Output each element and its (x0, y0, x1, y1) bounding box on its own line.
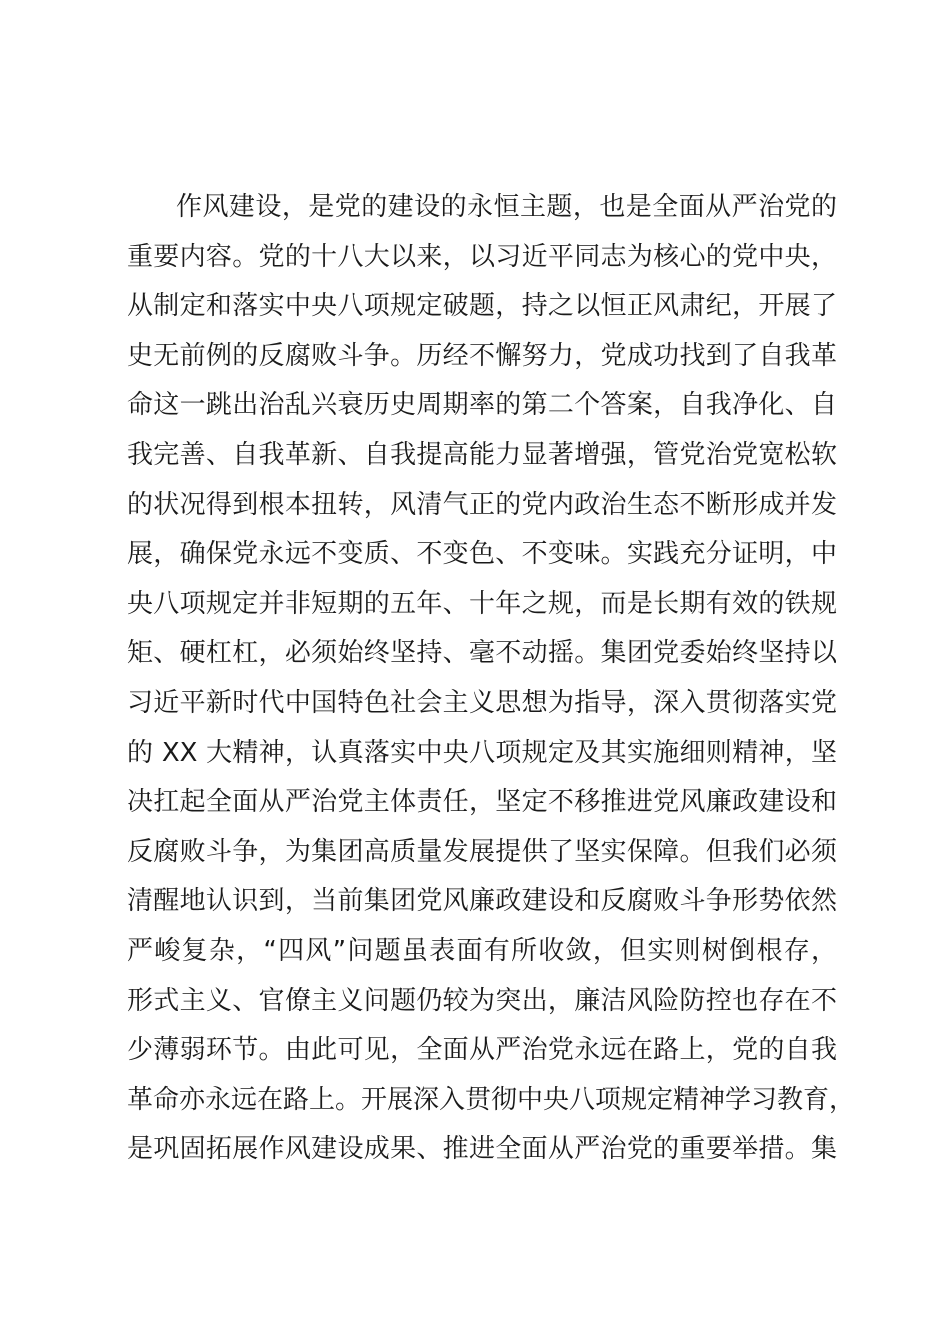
paragraph-line: 严峻复杂，“四风”问题虽表面有所收敛，但实则树倒根存， (127, 935, 837, 966)
paragraph-line: 矩、硬杠杠，必须始终坚持、毫不动摇。集团党委始终坚持以 (127, 638, 837, 669)
paragraph-line: 我完善、自我革新、自我提高能力显著增强，管党治党宽松软 (127, 439, 837, 470)
paragraph-line: 习近平新时代中国特色社会主义思想为指导，深入贯彻落实党 (127, 687, 837, 718)
paragraph-line: 的 XX 大精神，认真落实中央八项规定及其实施细则精神，坚 (127, 737, 837, 768)
paragraph-line: 作风建设，是党的建设的永恒主题，也是全面从严治党的 (176, 192, 837, 222)
paragraph-line: 史无前例的反腐败斗争。历经不懈努力，党成功找到了自我革 (127, 340, 837, 371)
body-paragraph (127, 183, 856, 1175)
paragraph-line: 命这一跳出治乱兴衰历史周期率的第二个答案，自我净化、自 (127, 390, 837, 421)
paragraph-line: 革命亦永远在路上。开展深入贯彻中央八项规定精神学习教育， (127, 1084, 856, 1115)
paragraph-line: 从制定和落实中央八项规定破题，持之以恒正风肃纪，开展了 (127, 291, 837, 322)
paragraph-line: 反腐败斗争，为集团高质量发展提供了坚实保障。但我们必须 (127, 836, 837, 867)
paragraph-line: 央八项规定并非短期的五年、十年之规，而是长期有效的铁规 (127, 588, 837, 619)
paragraph-line: 清醒地认识到，当前集团党风廉政建设和反腐败斗争形势依然 (127, 886, 837, 917)
paragraph-line: 重要内容。党的十八大以来，以习近平同志为核心的党中央， (127, 241, 837, 272)
paragraph-line: 少薄弱环节。由此可见，全面从严治党永远在路上，党的自我 (127, 1035, 837, 1066)
paragraph-line: 是巩固拓展作风建设成果、推进全面从严治党的重要举措。集 (127, 1134, 837, 1165)
paragraph-line: 的状况得到根本扭转，风清气正的党内政治生态不断形成并发 (127, 489, 837, 520)
paragraph-line: 展，确保党永远不变质、不变色、不变味。实践充分证明，中 (127, 539, 837, 570)
paragraph-line: 形式主义、官僚主义问题仍较为突出，廉洁风险防控也存在不 (127, 985, 837, 1016)
paragraph-line: 决扛起全面从严治党主体责任，坚定不移推进党风廉政建设和 (127, 787, 837, 818)
